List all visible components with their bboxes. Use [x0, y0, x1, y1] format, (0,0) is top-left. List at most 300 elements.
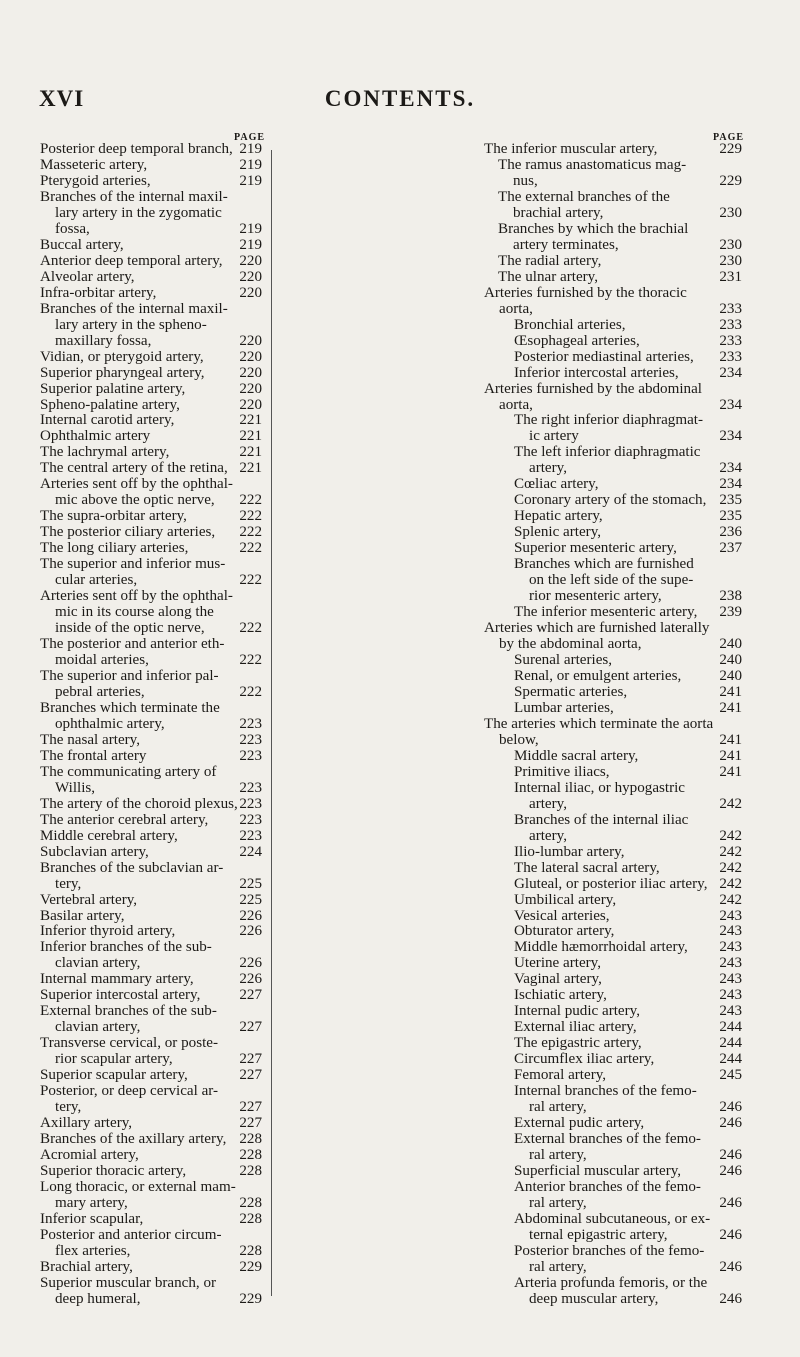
toc-entry-text: Transverse cervical, or poste- — [40, 1035, 218, 1052]
toc-entry-text: Posterior mediastinal arteries, — [514, 348, 694, 365]
toc-entry-text: mic in its course along the — [55, 604, 214, 621]
toc-entry-text: The external branches of the — [498, 188, 670, 205]
toc-entry-text: Superior thoracic artery, — [40, 1163, 187, 1179]
toc-entry-text: Branches of the internal maxil- — [40, 300, 228, 317]
toc-page-number: 234 — [719, 396, 742, 413]
toc-entry-text: pebral arteries, — [55, 683, 145, 700]
toc-line — [40, 222, 262, 238]
toc-entry-text: brachial artery, — [513, 204, 604, 221]
toc-page-number: 228 — [239, 1131, 262, 1148]
toc-line — [484, 222, 742, 238]
toc-page-number: 222 — [239, 540, 262, 557]
toc-entry-text: Superficial muscular artery, — [514, 1163, 682, 1179]
toc-page-number: 229 — [239, 1258, 262, 1275]
toc-page-number: 226 — [239, 907, 262, 924]
toc-entry-text: Umbilical artery, — [514, 891, 617, 908]
toc-page-number: 242 — [719, 843, 742, 860]
toc-page-number: 241 — [719, 699, 742, 716]
toc-entry-text: Superior palatine artery, — [40, 380, 186, 397]
toc-entry-text: Vaginal artery, — [514, 971, 602, 988]
toc-line — [40, 893, 262, 909]
toc-entry-text: Posterior deep temporal branch, — [40, 141, 233, 157]
toc-line — [40, 477, 262, 493]
toc-entry-text: Internal iliac, or hypogastric — [514, 779, 685, 796]
toc-line — [40, 637, 262, 653]
toc-line — [40, 956, 262, 972]
toc-page-number: 230 — [719, 204, 742, 221]
toc-line — [484, 924, 742, 940]
toc-entry-text: Ophthalmic artery — [40, 428, 151, 445]
toc-line — [484, 781, 742, 797]
toc-entry-text: ral artery, — [529, 1099, 587, 1116]
toc-entry-text: nus, — [513, 172, 538, 189]
toc-page-number: 246 — [719, 1147, 742, 1164]
toc-entry-text: ral artery, — [529, 1147, 587, 1164]
toc-line — [484, 988, 742, 1004]
toc-entry-text: Long thoracic, or external mam- — [40, 1178, 236, 1195]
toc-line — [40, 1260, 262, 1276]
toc-entry-text: Anterior branches of the femo- — [514, 1178, 701, 1195]
toc-entry-text: The posterior and anterior eth- — [40, 636, 225, 653]
toc-page-number: 236 — [719, 524, 742, 541]
toc-page-number: 243 — [719, 987, 742, 1004]
toc-entry-text: tery, — [55, 875, 82, 892]
toc-entry-text: External branches of the sub- — [40, 1003, 217, 1020]
toc-page-number: 227 — [239, 1067, 262, 1084]
toc-line — [40, 1084, 262, 1100]
toc-entry-text: The superior and inferior mus- — [40, 556, 226, 573]
toc-page-number: 246 — [719, 1226, 742, 1243]
toc-line — [40, 190, 262, 206]
toc-entry-text: Abdominal subcutaneous, or ex- — [514, 1210, 711, 1227]
toc-page-number: 246 — [719, 1194, 742, 1211]
toc-line — [40, 781, 262, 797]
toc-line — [40, 1228, 262, 1244]
toc-page-number: 246 — [719, 1258, 742, 1275]
toc-line — [484, 1100, 742, 1116]
toc-page-number: 243 — [719, 923, 742, 940]
toc-page-number: 242 — [719, 891, 742, 908]
toc-entry-text: Hepatic artery, — [514, 508, 603, 525]
toc-line — [484, 557, 742, 573]
toc-line — [40, 1196, 262, 1212]
toc-entry-text: The left inferior diaphragmatic — [514, 444, 701, 461]
toc-entry-text: by the abdominal aorta, — [499, 636, 642, 653]
toc-line — [40, 142, 262, 158]
toc-line — [484, 797, 742, 813]
toc-line — [40, 557, 262, 573]
toc-entry-text: Posterior branches of the femo- — [514, 1242, 705, 1259]
toc-entry-text: Posterior and anterior circum- — [40, 1226, 222, 1243]
toc-page-number: 241 — [719, 763, 742, 780]
toc-page-number: 223 — [239, 715, 262, 732]
toc-line — [40, 429, 262, 445]
toc-line — [484, 605, 742, 621]
toc-page-number: 244 — [719, 1035, 742, 1052]
toc-line — [484, 286, 742, 302]
toc-line — [484, 717, 742, 733]
toc-line — [484, 589, 742, 605]
toc-line — [40, 302, 262, 318]
toc-page-number: 234 — [719, 364, 742, 381]
toc-entry-text: mary artery, — [55, 1194, 128, 1211]
toc-page-number: 222 — [239, 492, 262, 509]
toc-line — [40, 1212, 262, 1228]
toc-line — [40, 1004, 262, 1020]
toc-page-number: 222 — [239, 508, 262, 525]
toc-entry-text: Bronchial arteries, — [514, 316, 626, 333]
toc-entry-text: Branches of the axillary artery, — [40, 1131, 227, 1148]
toc-page-number: 241 — [719, 747, 742, 764]
toc-page-number: 242 — [719, 827, 742, 844]
toc-line — [40, 334, 262, 350]
toc-page-number: 235 — [719, 492, 742, 509]
toc-entry-text: artery, — [529, 795, 567, 812]
toc-line — [40, 286, 262, 302]
toc-entry-text: Alveolar artery, — [40, 268, 135, 285]
toc-entry-text: Branches of the subclavian ar- — [40, 859, 224, 876]
toc-line — [40, 765, 262, 781]
toc-line — [40, 1020, 262, 1036]
toc-entry-text: Internal branches of the femo- — [514, 1083, 697, 1100]
toc-entry-text: aorta, — [499, 300, 533, 317]
toc-line — [40, 861, 262, 877]
toc-page-number: 225 — [239, 891, 262, 908]
toc-line — [484, 541, 742, 557]
toc-entry-text: artery, — [529, 827, 567, 844]
toc-line — [484, 573, 742, 589]
toc-entry-text: Axillary artery, — [40, 1115, 133, 1132]
toc-entry-text: Branches by which the brachial — [498, 220, 689, 237]
toc-page-number: 223 — [239, 795, 262, 812]
toc-page-number: 223 — [239, 811, 262, 828]
toc-line — [484, 1004, 742, 1020]
toc-entry-text: fossa, — [55, 220, 90, 237]
toc-entry-text: rior scapular artery, — [55, 1051, 173, 1068]
toc-entry-text: Gluteal, or posterior iliac artery, — [514, 875, 708, 892]
toc-entry-text: The epigastric artery, — [514, 1035, 642, 1052]
toc-entry-text: tery, — [55, 1099, 82, 1116]
toc-entry-text: ternal epigastric artery, — [529, 1226, 668, 1243]
toc-line — [40, 174, 262, 190]
toc-line — [484, 398, 742, 414]
toc-page-number: 241 — [719, 731, 742, 748]
toc-entry-text: The frontal artery — [40, 747, 147, 764]
toc-entry-text: The central artery of the retina, — [40, 460, 228, 477]
toc-page-number: 229 — [719, 172, 742, 189]
toc-entry-text: The lateral sacral artery, — [514, 859, 660, 876]
toc-page-number: 219 — [239, 156, 262, 173]
toc-entry-text: The supra-orbitar artery, — [40, 508, 187, 525]
toc-line — [40, 1244, 262, 1260]
toc-page-number: 222 — [239, 572, 262, 589]
toc-page-number: 224 — [239, 843, 262, 860]
toc-line — [484, 1116, 742, 1132]
toc-line — [40, 445, 262, 461]
toc-entry-text: flex arteries, — [55, 1242, 131, 1259]
toc-entry-text: ral artery, — [529, 1258, 587, 1275]
toc-line — [40, 940, 262, 956]
toc-entry-text: lary artery in the zygomatic — [55, 204, 222, 221]
toc-page-number: 230 — [719, 236, 742, 253]
toc-line — [40, 845, 262, 861]
toc-entry-text: The posterior ciliary arteries, — [40, 524, 216, 541]
right-page-column-label: PAGE — [713, 132, 745, 143]
toc-line — [484, 1228, 742, 1244]
toc-line — [40, 254, 262, 270]
toc-entry-text: The lachrymal artery, — [40, 444, 170, 461]
toc-entry-text: The long ciliary arteries, — [40, 540, 189, 557]
toc-line — [484, 413, 742, 429]
toc-page-number: 219 — [239, 141, 262, 157]
toc-line — [40, 669, 262, 685]
toc-entry-text: Vertebral artery, — [40, 891, 138, 908]
toc-entry-text: Inferior branches of the sub- — [40, 939, 212, 956]
toc-line — [484, 813, 742, 829]
toc-line — [484, 972, 742, 988]
toc-entry-text: Middle sacral artery, — [514, 747, 639, 764]
toc-line — [484, 238, 742, 254]
toc-line — [40, 350, 262, 366]
toc-entry-text: Ischiatic artery, — [514, 987, 607, 1004]
toc-entry-text: The superior and inferior pal- — [40, 667, 219, 684]
toc-page-number: 243 — [719, 971, 742, 988]
toc-entry-text: Infra-orbitar artery, — [40, 284, 157, 301]
toc-page-number: 219 — [239, 220, 262, 237]
toc-line — [40, 701, 262, 717]
toc-line — [484, 1212, 742, 1228]
toc-line — [484, 637, 742, 653]
toc-line — [40, 1148, 262, 1164]
left-contents-column — [40, 142, 262, 1308]
toc-line — [484, 956, 742, 972]
toc-line — [40, 461, 262, 477]
toc-page-number: 223 — [239, 827, 262, 844]
toc-entry-text: Primitive iliacs, — [514, 763, 610, 780]
toc-page-number: 234 — [719, 428, 742, 445]
toc-line — [40, 589, 262, 605]
toc-entry-text: Internal pudic artery, — [514, 1003, 640, 1020]
toc-line — [484, 621, 742, 637]
toc-entry-text: Arteria profunda femoris, or the — [514, 1274, 708, 1291]
toc-entry-text: The communicating artery of — [40, 763, 217, 780]
toc-line — [484, 206, 742, 222]
toc-line — [40, 1292, 262, 1308]
toc-line — [484, 477, 742, 493]
toc-page-number: 244 — [719, 1051, 742, 1068]
toc-line — [484, 1084, 742, 1100]
toc-line — [40, 238, 262, 254]
toc-page-number: 221 — [239, 412, 262, 429]
toc-entry-text: Internal mammary artery, — [40, 971, 194, 988]
toc-entry-text: Vidian, or pterygoid artery, — [40, 348, 204, 365]
toc-entry-text: clavian artery, — [55, 1019, 141, 1036]
toc-page-number: 220 — [239, 332, 262, 349]
toc-page-number: 228 — [239, 1210, 262, 1227]
toc-line — [484, 1148, 742, 1164]
toc-page-number: 237 — [719, 540, 742, 557]
toc-entry-text: Inferior thyroid artery, — [40, 923, 176, 940]
toc-entry-text: Arteries furnished by the abdominal — [484, 380, 702, 397]
toc-page-number: 243 — [719, 1003, 742, 1020]
toc-page-number: 246 — [719, 1163, 742, 1179]
toc-entry-text: Spheno-palatine artery, — [40, 396, 180, 413]
toc-page-number: 221 — [239, 444, 262, 461]
toc-page-number: 222 — [239, 652, 262, 668]
toc-page-number: 228 — [239, 1147, 262, 1164]
toc-entry-text: Anterior deep temporal artery, — [40, 252, 223, 269]
toc-entry-text: Subclavian artery, — [40, 843, 149, 860]
toc-line — [484, 1180, 742, 1196]
toc-line — [484, 318, 742, 334]
toc-entry-text: below, — [499, 731, 539, 748]
toc-line — [40, 813, 262, 829]
toc-line — [484, 445, 742, 461]
toc-page-number: 225 — [239, 875, 262, 892]
toc-page-number: 223 — [239, 731, 262, 748]
toc-page-number: 244 — [719, 1019, 742, 1036]
toc-page-number: 230 — [719, 252, 742, 269]
toc-page-number: 246 — [719, 1099, 742, 1116]
toc-entry-text: Inferior intercostal arteries, — [514, 364, 679, 381]
toc-page-number: 235 — [719, 508, 742, 525]
toc-page-number: 229 — [719, 141, 742, 157]
toc-page-number: 246 — [719, 1290, 742, 1307]
toc-page-number: 240 — [719, 652, 742, 668]
toc-entry-text: maxillary fossa, — [55, 332, 152, 349]
toc-page-number: 220 — [239, 268, 262, 285]
toc-entry-text: The artery of the choroid plexus, — [40, 795, 238, 812]
toc-line — [40, 398, 262, 414]
toc-entry-text: Inferior scapular, — [40, 1210, 144, 1227]
toc-entry-text: Arteries which are furnished laterally — [484, 620, 710, 637]
toc-line — [484, 366, 742, 382]
toc-line — [40, 1036, 262, 1052]
toc-line — [40, 717, 262, 733]
toc-page-number: 231 — [719, 268, 742, 285]
toc-page-number: 227 — [239, 1019, 262, 1036]
toc-page-number: 227 — [239, 1115, 262, 1132]
toc-page-number: 222 — [239, 620, 262, 637]
toc-entry-text: Buccal artery, — [40, 236, 124, 253]
toc-page-number: 228 — [239, 1242, 262, 1259]
toc-line — [40, 493, 262, 509]
toc-entry-text: Arteries sent off by the ophthal- — [40, 476, 233, 493]
toc-entry-text: Branches of the internal iliac — [514, 811, 689, 828]
toc-line — [484, 749, 742, 765]
toc-entry-text: Branches which are furnished — [514, 556, 694, 573]
toc-entry-text: Branches which terminate the — [40, 699, 220, 716]
toc-line — [484, 1196, 742, 1212]
toc-entry-text: Lumbar arteries, — [514, 699, 614, 716]
toc-line — [484, 701, 742, 717]
toc-entry-text: ophthalmic artery, — [55, 715, 165, 732]
toc-entry-text: artery, — [529, 460, 567, 477]
toc-line — [40, 797, 262, 813]
toc-entry-text: Branches of the internal maxil- — [40, 188, 228, 205]
toc-line — [40, 877, 262, 893]
toc-entry-text: Splenic artery, — [514, 524, 602, 541]
toc-line — [484, 1052, 742, 1068]
toc-line — [40, 1052, 262, 1068]
column-divider — [271, 150, 272, 1296]
toc-entry-text: Coronary artery of the stomach, — [514, 492, 707, 509]
toc-line — [484, 653, 742, 669]
toc-line — [40, 1276, 262, 1292]
toc-line — [484, 1244, 742, 1260]
toc-page-number: 243 — [719, 907, 742, 924]
toc-page-number: 243 — [719, 955, 742, 972]
toc-page-number: 220 — [239, 396, 262, 413]
toc-line — [484, 254, 742, 270]
toc-page-number: 219 — [239, 172, 262, 189]
toc-entry-text: Spermatic arteries, — [514, 683, 628, 700]
toc-entry-text: on the left side of the supe- — [529, 572, 694, 589]
toc-line — [484, 845, 742, 861]
toc-line — [484, 334, 742, 350]
toc-entry-text: Femoral artery, — [514, 1067, 607, 1084]
toc-entry-text: moidal arteries, — [55, 652, 149, 668]
page-number: XVI — [39, 86, 85, 111]
toc-line — [40, 1100, 262, 1116]
toc-page-number: 241 — [719, 683, 742, 700]
toc-line — [484, 733, 742, 749]
toc-line — [484, 940, 742, 956]
toc-entry-text: Arteries sent off by the ophthal- — [40, 588, 233, 605]
toc-line — [484, 1164, 742, 1180]
right-contents-column — [484, 142, 742, 1308]
toc-page-number: 220 — [239, 284, 262, 301]
toc-line — [40, 1180, 262, 1196]
toc-entry-text: deep muscular artery, — [529, 1290, 659, 1307]
toc-page-number: 229 — [239, 1290, 262, 1307]
toc-entry-text: The right inferior diaphragmat- — [514, 412, 704, 429]
toc-line — [40, 525, 262, 541]
toc-line — [484, 142, 742, 158]
toc-entry-text: Superior scapular artery, — [40, 1067, 188, 1084]
toc-page-number: 220 — [239, 252, 262, 269]
toc-entry-text: artery terminates, — [513, 236, 619, 253]
toc-line — [484, 1260, 742, 1276]
toc-line — [40, 1116, 262, 1132]
toc-line — [40, 1068, 262, 1084]
toc-line — [484, 350, 742, 366]
toc-line — [40, 573, 262, 589]
toc-entry-text: The arteries which terminate the aorta — [484, 715, 714, 732]
toc-entry-text: The inferior muscular artery, — [484, 141, 658, 157]
toc-entry-text: Obturator artery, — [514, 923, 615, 940]
toc-page-number: 227 — [239, 1051, 262, 1068]
toc-line — [484, 270, 742, 286]
toc-line — [40, 206, 262, 222]
toc-entry-text: Middle cerebral artery, — [40, 827, 178, 844]
toc-line — [40, 318, 262, 334]
toc-line — [40, 829, 262, 845]
toc-entry-text: Renal, or emulgent arteries, — [514, 667, 682, 684]
toc-page-number: 233 — [719, 348, 742, 365]
toc-line — [40, 988, 262, 1004]
toc-entry-text: Acromial artery, — [40, 1147, 139, 1164]
toc-line — [484, 893, 742, 909]
toc-line — [484, 158, 742, 174]
toc-line — [484, 525, 742, 541]
toc-line — [484, 765, 742, 781]
toc-line — [40, 509, 262, 525]
toc-entry-text: External pudic artery, — [514, 1115, 645, 1132]
toc-entry-text: Circumflex iliac artery, — [514, 1051, 655, 1068]
toc-line — [40, 413, 262, 429]
toc-page-number: 228 — [239, 1163, 262, 1179]
